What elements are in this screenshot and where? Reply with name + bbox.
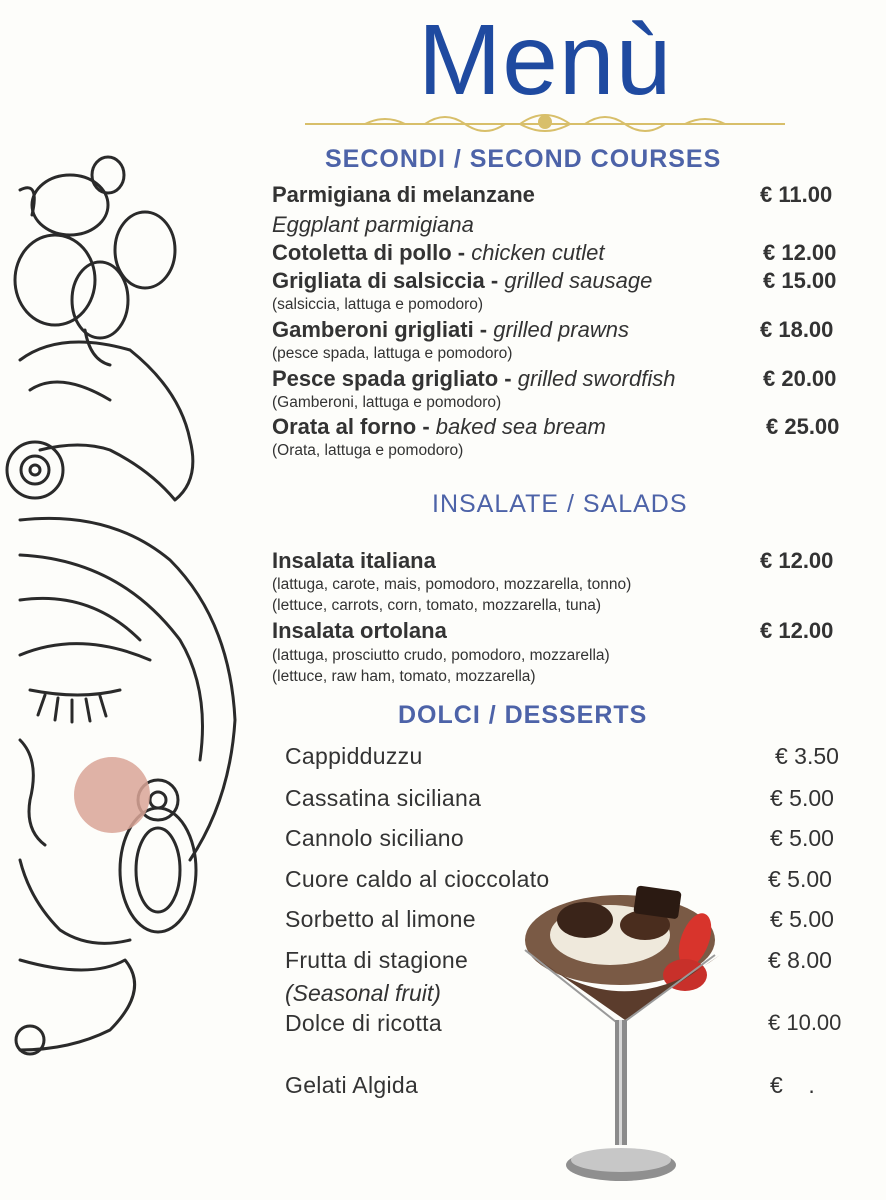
menu-item bbox=[272, 268, 652, 294]
item-description: (pesce spada, lattuga e pomodoro) bbox=[272, 345, 513, 362]
dessert-english: (Seasonal fruit) bbox=[285, 980, 441, 1006]
item-name: Insalata italiana bbox=[272, 548, 436, 573]
item-description: (Gamberoni, lattuga e pomodoro) bbox=[272, 394, 502, 411]
section-heading-dolci: DOLCI / DESSERTS bbox=[398, 701, 648, 729]
menu-item bbox=[272, 548, 436, 574]
menu-item bbox=[272, 182, 535, 208]
item-name: Parmigiana di melanzane bbox=[272, 182, 535, 207]
item-description-english: (lettuce, raw ham, tomato, mozzarella) bbox=[272, 668, 536, 685]
item-price: € 12.00 bbox=[763, 240, 837, 265]
sicilian-head-illustration bbox=[0, 0, 260, 1200]
dessert-price: € 10.00 bbox=[768, 1010, 842, 1035]
item-name: Gamberoni grigliati - grilled prawns bbox=[272, 317, 629, 342]
item-price: € 18.00 bbox=[760, 317, 834, 342]
item-name: Insalata ortolana bbox=[272, 618, 447, 643]
ice-cream-sundae-image bbox=[515, 880, 730, 1190]
dessert-name: Cappidduzzu bbox=[285, 743, 423, 769]
item-price: € 12.00 bbox=[760, 548, 834, 573]
item-name: Grigliata di salsiccia - grilled sausage bbox=[272, 268, 653, 293]
menu-item bbox=[272, 414, 606, 440]
dessert-price: € 8.00 bbox=[768, 947, 832, 973]
gold-flourish-divider bbox=[305, 104, 785, 140]
dessert-price: € . bbox=[770, 1072, 815, 1098]
item-name: Pesce spada grigliato - grilled swordfish bbox=[272, 366, 676, 391]
menu-title: Menù bbox=[418, 4, 673, 116]
menu-item bbox=[272, 618, 447, 644]
item-description: (lattuga, carote, mais, pomodoro, mozzarella, tonno) bbox=[272, 576, 632, 593]
menu-item bbox=[272, 317, 629, 343]
item-price: € 25.00 bbox=[766, 414, 840, 439]
dessert-name: Cuore caldo al cioccolato bbox=[285, 866, 550, 892]
item-english: Eggplant parmigiana bbox=[272, 212, 474, 237]
dessert-name: Sorbetto al limone bbox=[285, 906, 476, 932]
dessert-price: € 5.00 bbox=[770, 906, 834, 932]
item-description: (salsiccia, lattuga e pomodoro) bbox=[272, 296, 484, 313]
item-name: Orata al forno - baked sea bream bbox=[272, 414, 606, 439]
item-description: (lattuga, prosciutto crudo, pomodoro, mozzarella) bbox=[272, 647, 610, 664]
dessert-name: Cassatina siciliana bbox=[285, 785, 482, 811]
dessert-name: Gelati Algida bbox=[285, 1072, 419, 1098]
dessert-price: € 5.00 bbox=[770, 785, 834, 811]
item-english: chicken cutlet bbox=[471, 240, 605, 265]
item-english: baked sea bream bbox=[435, 414, 606, 439]
item-price: € 11.00 bbox=[760, 182, 833, 207]
item-english: grilled swordfish bbox=[517, 366, 676, 391]
item-english: grilled sausage bbox=[504, 268, 653, 293]
item-price: € 20.00 bbox=[763, 366, 837, 391]
item-price: € 15.00 bbox=[763, 268, 837, 293]
item-description: (Orata, lattuga e pomodoro) bbox=[272, 442, 464, 459]
dessert-price: € 5.00 bbox=[768, 866, 832, 892]
item-price: € 12.00 bbox=[760, 618, 834, 643]
item-name: Cotoletta di pollo - chicken cutlet bbox=[272, 240, 605, 265]
dessert-name: Frutta di stagione bbox=[285, 947, 469, 973]
section-heading-insalate: INSALATE / SALADS bbox=[432, 490, 688, 518]
dessert-price: € 5.00 bbox=[770, 825, 834, 851]
dessert-name: Dolce di ricotta bbox=[285, 1010, 442, 1036]
dessert-price: € 3.50 bbox=[775, 743, 839, 769]
item-description-english: (lettuce, carrots, corn, tomato, mozzarella, tuna) bbox=[272, 597, 602, 614]
item-english: grilled prawns bbox=[493, 317, 629, 342]
dessert-name: Cannolo siciliano bbox=[285, 825, 464, 851]
section-heading-secondi: SECONDI / SECOND COURSES bbox=[325, 145, 722, 173]
menu-item bbox=[272, 366, 675, 392]
menu-item bbox=[272, 240, 605, 266]
